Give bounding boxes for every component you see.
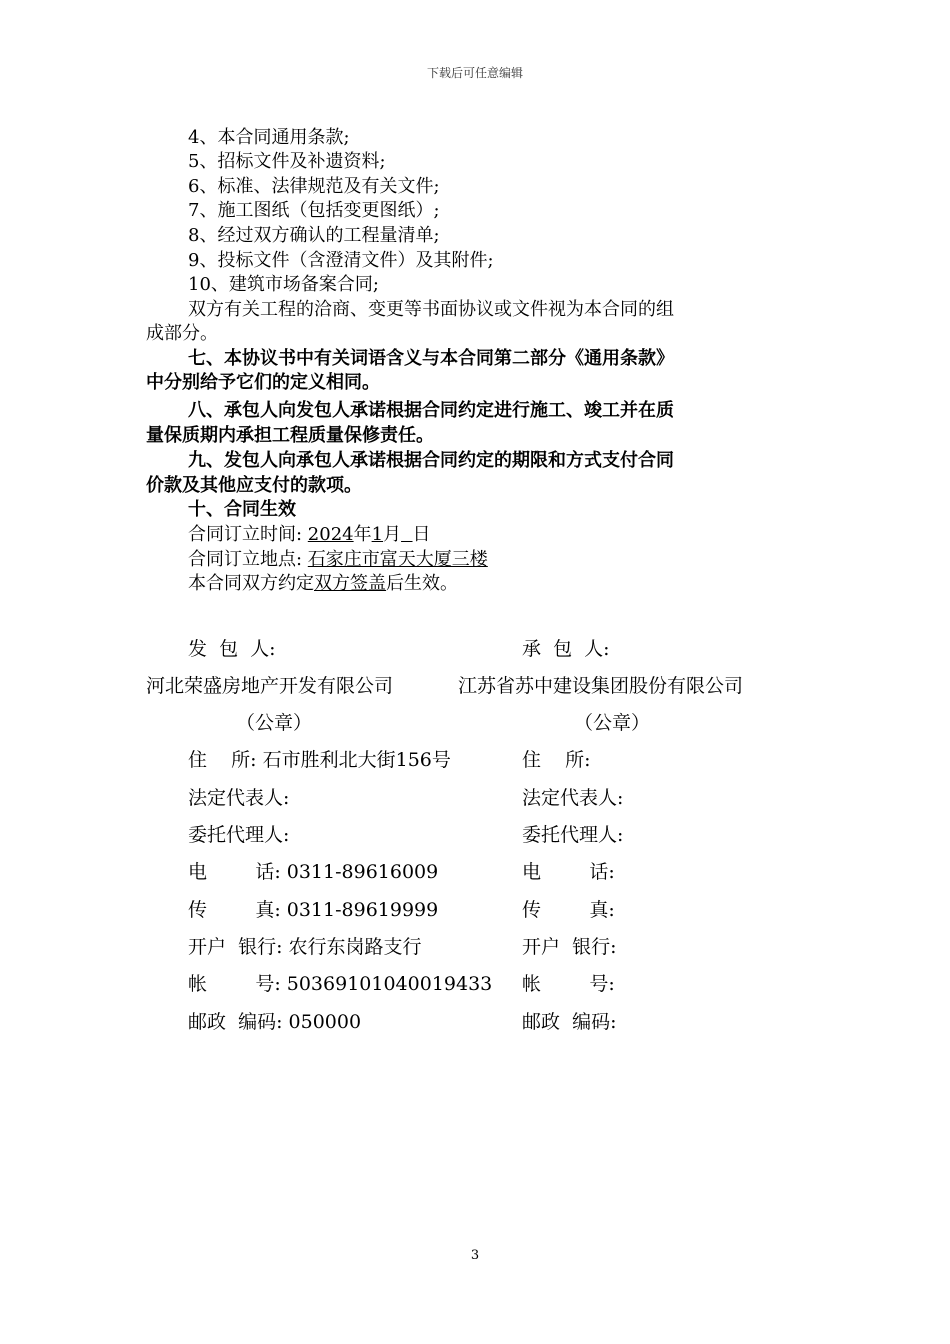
employer-role: 发 包 人: [188,638,276,660]
employer-name: 河北荣盛房地产开发有限公司 [146,675,394,697]
contractor-agent: 委托代理人: [522,824,624,846]
month-unit: 月 [383,524,402,545]
clause-9-line1: 九、发包人向承包人承诺根据合同约定的期限和方式支付合同 [188,450,674,471]
signing-time [188,523,431,547]
effective-underline: 双方签盖 [314,573,386,594]
clause-8-line2: 量保质期内承担工程质量保修责任。 [146,425,434,446]
supplement-paragraph-line1: 双方有关工程的洽商、变更等书面协议或文件视为本合同的组 [188,299,674,320]
effective-condition [188,572,458,596]
contractor-fax: 传 真: [522,899,615,921]
supplement-paragraph-line2: 成部分。 [146,323,218,344]
contractor-postcode: 邮政 编码: [522,1011,617,1033]
contractor-role: 承 包 人: [522,638,610,660]
day-unit: 日 [412,524,431,545]
effective-prefix: 本合同双方约定 [188,573,314,594]
signing-month: 1 [371,524,384,545]
signing-time-label: 合同订立时间: [188,524,308,545]
effective-suffix: 后生效。 [386,573,458,594]
list-item: 9、投标文件（含澄清文件）及其附件; [188,250,494,271]
list-item: 4、本合同通用条款; [188,127,350,148]
clause-9-line2: 价款及其他应支付的款项。 [146,475,362,496]
list-item: 5、招标文件及补遗资料; [188,151,386,172]
contractor-bank: 开户 银行: [522,936,617,958]
list-item: 6、标准、法律规范及有关文件; [188,176,440,197]
employer-account: 帐 号: 50369101040019433 [188,973,493,995]
list-item: 8、经过双方确认的工程量清单; [188,225,440,246]
contractor-address: 住 所: [522,749,591,771]
signing-day [401,524,412,545]
employer-fax: 传 真: 0311-89619999 [188,899,439,921]
list-item: 10、建筑市场备案合同; [188,274,379,295]
page-number: 3 [470,1248,480,1263]
signing-place-value: 石家庄市富天大厦三楼 [307,549,488,570]
clause-7-line1: 七、本协议书中有关词语含义与本合同第二部分《通用条款》 [188,348,674,369]
employer-agent: 委托代理人: [188,824,290,846]
contractor-account: 帐 号: [522,973,615,995]
contractor-phone: 电 话: [522,861,615,883]
employer-bank: 开户 银行: 农行东岗路支行 [188,936,422,958]
clause-10-title: 十、合同生效 [188,499,296,520]
contractor-name: 江苏省苏中建设集团股份有限公司 [458,675,744,697]
contractor-seal: （公章） [574,712,651,734]
employer-postcode: 邮政 编码: 050000 [188,1011,362,1033]
signing-year: 2024 [307,524,354,545]
contractor-legal-rep: 法定代表人: [522,787,624,809]
year-unit: 年 [353,524,372,545]
list-item: 7、施工图纸（包括变更图纸）; [188,200,440,221]
clause-8-line1: 八、承包人向发包人承诺根据合同约定进行施工、竣工并在质 [188,400,674,421]
employer-seal: （公章） [236,712,313,734]
employer-legal-rep: 法定代表人: [188,787,290,809]
clause-7-line2: 中分别给予它们的定义相同。 [146,372,380,393]
employer-phone: 电 话: 0311-89616009 [188,861,439,883]
signing-place [188,548,488,572]
page-header: 下载后可任意编辑 [426,66,523,80]
signing-place-label: 合同订立地点: [188,549,308,570]
employer-address: 住 所: 石市胜利北大街156号 [188,749,451,771]
